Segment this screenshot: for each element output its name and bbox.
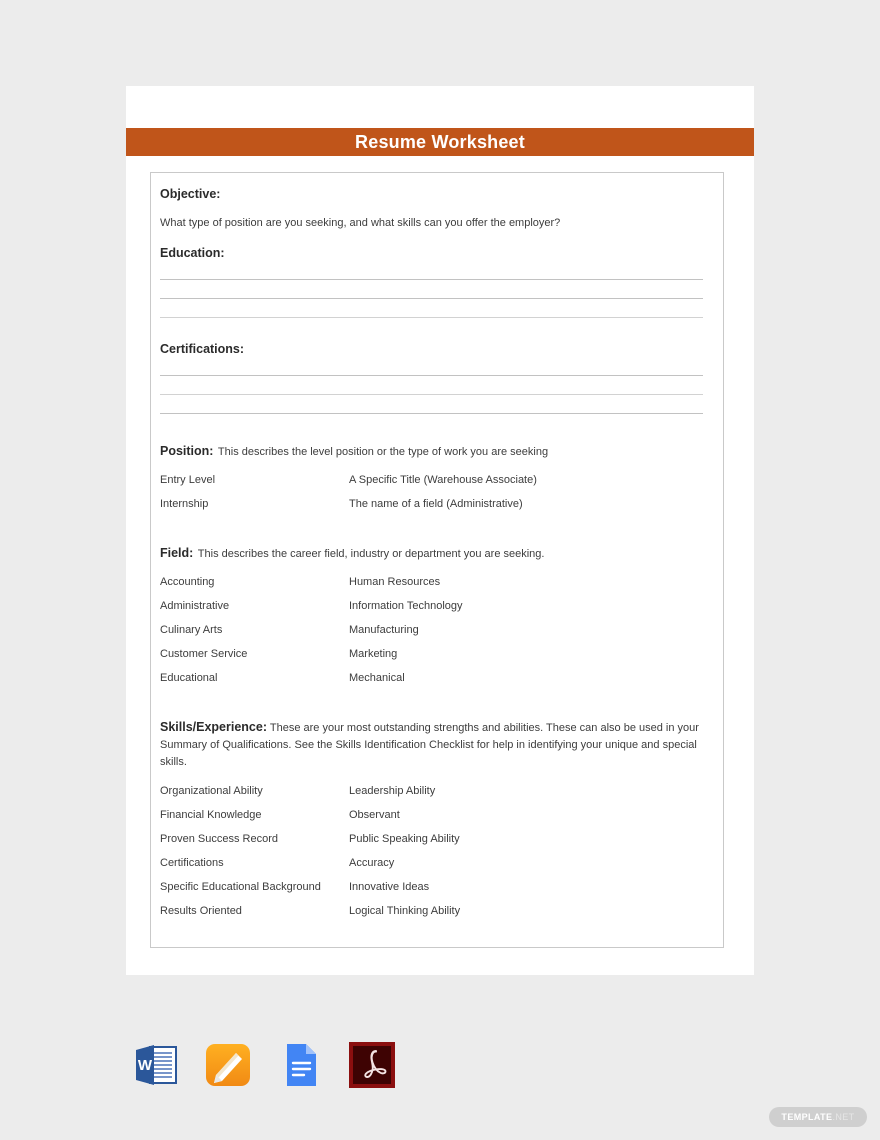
field-option-left[interactable]: Customer Service	[160, 647, 248, 660]
skills-heading-row	[160, 718, 703, 771]
field-option-right[interactable]: Mechanical	[349, 671, 405, 684]
field-option-row	[160, 642, 703, 666]
field-description: This describes the career field, industry or department you are seeking.	[197, 547, 545, 560]
education-heading: Education:	[160, 245, 225, 260]
pdf-icon[interactable]	[342, 1035, 402, 1095]
document-page	[126, 86, 754, 975]
skills-heading: Skills/Experience:	[160, 719, 268, 734]
worksheet-title-bar	[126, 128, 754, 156]
skills-option-right[interactable]: Leadership Ability	[349, 785, 436, 798]
field-heading: Field:	[160, 545, 194, 560]
field-option-left[interactable]: Educational	[160, 671, 218, 684]
svg-text:W: W	[137, 1057, 153, 1074]
field-option-right[interactable]: Marketing	[349, 647, 398, 660]
field-option-left[interactable]: Accounting	[160, 575, 215, 588]
skills-option-right[interactable]: Public Speaking Ability	[349, 833, 460, 846]
skills-description: These are your most outstanding strengths and abilities. These can also be used in your Summary of Qualifications. See the Skills Identification Checklist for help in identifying your unique and special skills.	[160, 721, 699, 769]
position-option-left[interactable]: Internship	[160, 497, 209, 510]
skills-option-right[interactable]: Accuracy	[349, 857, 395, 870]
skills-option-row	[160, 779, 703, 803]
position-heading: Position:	[160, 443, 214, 458]
field-option-row	[160, 570, 703, 594]
watermark-secondary: .NET	[832, 1112, 855, 1122]
field-option-right[interactable]: Manufacturing	[349, 623, 419, 636]
skills-option-row	[160, 803, 703, 827]
template-net-watermark	[769, 1107, 867, 1127]
skills-option-left[interactable]: Specific Educational Background	[160, 881, 321, 894]
objective-prompt: What type of position are you seeking, and what skills can you offer the employer?	[160, 217, 561, 229]
field-option-left[interactable]: Administrative	[160, 599, 230, 612]
worksheet-content-box	[150, 172, 724, 948]
google-docs-icon[interactable]	[270, 1035, 330, 1095]
position-option-row	[160, 468, 703, 492]
skills-option-right[interactable]: Logical Thinking Ability	[349, 905, 461, 918]
position-heading-row	[160, 442, 703, 460]
skills-option-row	[160, 851, 703, 875]
skills-option-left[interactable]: Proven Success Record	[160, 833, 278, 846]
field-option-row	[160, 618, 703, 642]
field-option-left[interactable]: Culinary Arts	[160, 623, 223, 636]
skills-option-row	[160, 875, 703, 899]
position-description: This describes the level position or the type of work you are seeking	[217, 445, 549, 458]
position-option-row	[160, 492, 703, 516]
field-heading-row	[160, 544, 703, 562]
position-option-right[interactable]: A Specific Title (Warehouse Associate)	[349, 473, 537, 486]
field-option-row	[160, 666, 703, 690]
skills-option-left[interactable]: Results Oriented	[160, 905, 242, 918]
ms-word-icon[interactable]	[126, 1035, 186, 1095]
field-option-right[interactable]: Information Technology	[349, 599, 463, 612]
skills-option-right[interactable]: Observant	[349, 809, 400, 822]
file-format-icons	[126, 1034, 426, 1096]
certifications-heading: Certifications:	[160, 341, 245, 356]
watermark-primary: TEMPLATE	[781, 1112, 833, 1122]
skills-option-right[interactable]: Innovative Ideas	[349, 881, 430, 894]
field-option-row	[160, 594, 703, 618]
skills-option-left[interactable]: Financial Knowledge	[160, 809, 262, 822]
field-option-right[interactable]: Human Resources	[349, 575, 441, 588]
skills-option-left[interactable]: Certifications	[160, 857, 224, 870]
apple-pages-icon[interactable]	[198, 1035, 258, 1095]
page-title: Resume Worksheet	[355, 132, 525, 152]
position-option-left[interactable]: Entry Level	[160, 473, 216, 486]
skills-option-left[interactable]: Organizational Ability	[160, 785, 263, 798]
position-option-right[interactable]: The name of a field (Administrative)	[349, 497, 523, 510]
objective-heading: Objective:	[160, 187, 221, 201]
skills-option-row	[160, 827, 703, 851]
skills-option-row	[160, 899, 703, 923]
